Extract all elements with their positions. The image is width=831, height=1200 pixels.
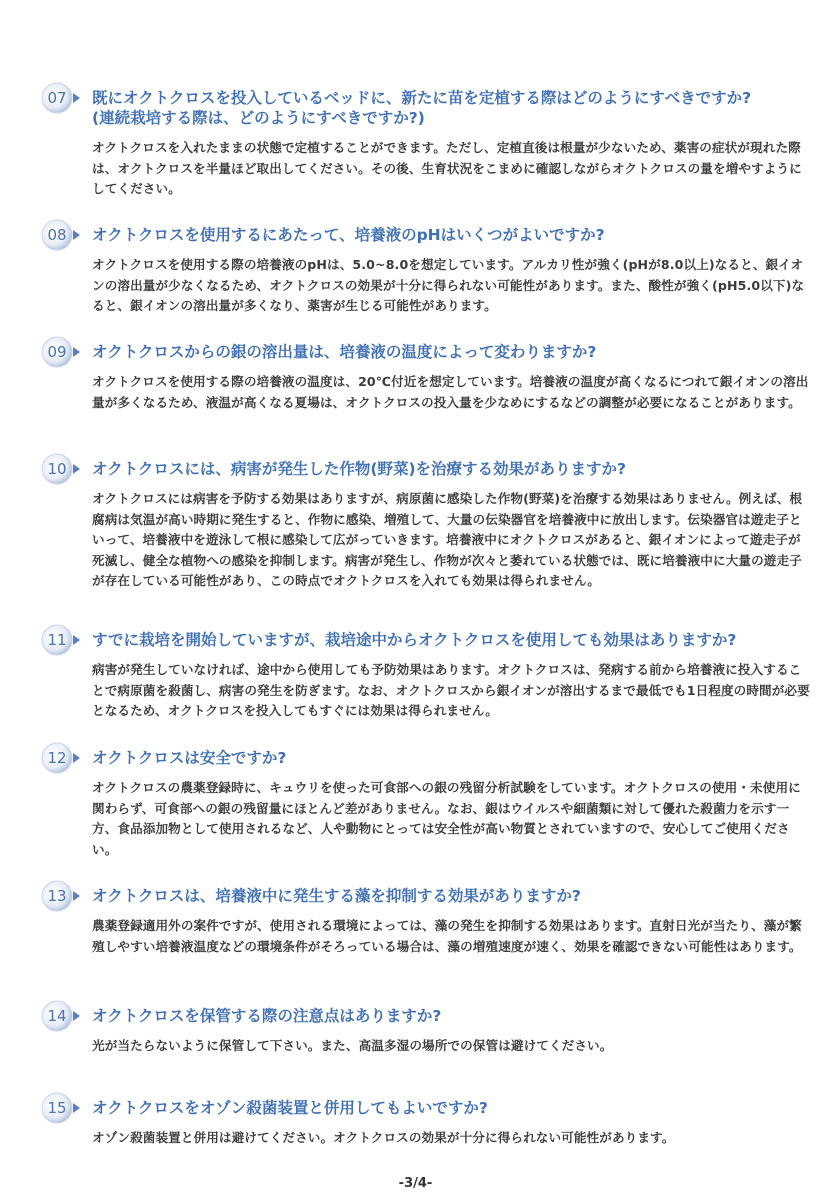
number-badge — [40, 219, 84, 251]
faq-question: オクトクロスには、病害が発生した作物(野菜)を治療する効果がありますか? — [92, 460, 627, 478]
faq-question: オクトクロスは、培養液中に発生する藻を抑制する効果がありますか? — [92, 887, 581, 905]
faq-answer: オゾン殺菌装置と併用は避けてください。オクトクロスの効果が十分に得られない可能性があります。 — [92, 1130, 675, 1145]
faq-item-11 — [40, 624, 820, 722]
faq-answer: オクトクロスを使用する際の培養液のpHは、5.0~8.0を想定しています。アルカリ性が強く(pHが8.0以上)なると、銀イオンの溶出量が少なくなるため、オクトクロスの効果が十分に得られない可能性があります。また、酸性が強く(pH5.0以下)なると、銀イオンの溶出量が多くなり、薬害が生じる可能性があります。 — [92, 257, 805, 313]
number-badge — [40, 880, 84, 912]
faq-item-10 — [40, 453, 820, 592]
faq-number: 08 — [47, 226, 67, 244]
faq-answer: 光が当たらないように保管して下さい。また、高温多湿の場所での保管は避けてください。 — [92, 1038, 613, 1053]
faq-item-09 — [40, 336, 820, 413]
faq-item-08 — [40, 219, 820, 317]
faq-item-13 — [40, 880, 820, 957]
number-badge — [40, 624, 84, 656]
faq-question: オクトクロスは安全ですか? — [92, 749, 287, 767]
faq-number: 07 — [47, 89, 67, 107]
faq-answer: オクトクロスの農薬登録時に、キュウリを使った可食部への銀の残留分析試験をしています。オクトクロスの使用・未使用に関わらず、可食部への銀の残留量にほとんど差がありません。なお、銀はウイルスや細菌類に対して優れた殺菌力を示す一方、食品添加物として使用されるなど、人や動物にとっては安全性が高い物質とされていますので、安心してご使用ください。 — [92, 780, 801, 857]
faq-number: 15 — [47, 1099, 67, 1117]
faq-answer: 農薬登録適用外の案件ですが、使用される環境によっては、藻の発生を抑制する効果はあります。直射日光が当たり、藻が繁殖しやすい培養液温度などの環境条件がそろっている場合は、藻の増殖速度が速く、効果を確認できない可能性はあります。 — [92, 918, 802, 954]
faq-answer: オクトクロスには病害を予防する効果はありますが、病原菌に感染した作物(野菜)を治療する効果はありません。例えば、根腐病は気温が高い時期に発生すると、作物に感染、増殖して、大量の伝染器官を培養液中に放出します。伝染器官は遊走子といって、培養液中を遊泳して根に感染して広がっていきます。培養液中にオクトクロスがあると、銀イオンによって遊走子が死滅し、健全な植物への感染を抑制します。病害が発生し、作物が次々と萎れている状態では、既に培養液中に大量の遊走子が存在している可能性があり、この時点でオクトクロスを入れても効果は得られません。 — [92, 491, 803, 588]
faq-question: オクトクロスからの銀の溶出量は、培養液の温度によって変わりますか? — [92, 343, 597, 361]
number-badge — [40, 453, 84, 485]
number-badge — [40, 82, 84, 114]
faq-number: 11 — [47, 631, 67, 649]
faq-number: 12 — [47, 749, 67, 767]
faq-answer: オクトクロスを使用する際の培養液の温度は、20℃付近を想定しています。培養液の温度が高くなるにつれて銀イオンの溶出量が多くなるため、液温が高くなる夏場は、オクトクロスの投入量を少なめにするなどの調整が必要になることがあります。 — [92, 374, 809, 410]
question-text: 既にオクトクロスを投入しているベッドに、新たに苗を定植する際はどのようにすべきですか? — [92, 89, 752, 107]
faq-item-12 — [40, 742, 820, 860]
faq-number: 14 — [47, 1007, 67, 1025]
question-subtext: (連続栽培する際は、どのようにすべきですか?) — [92, 109, 425, 127]
number-badge — [40, 1092, 84, 1124]
number-badge — [40, 742, 84, 774]
faq-answer: オクトクロスを入れたままの状態で定植することができます。ただし、定植直後は根量が少ないため、薬害の症状が現れた際は、オクトクロスを半量ほど取出してください。その後、生育状況をこまめに確認しながらオクトクロスの量を増やすようにしてください。 — [92, 140, 802, 196]
faq-question: すでに栽培を開始していますが、栽培途中からオクトクロスを使用しても効果はありますか? — [92, 631, 737, 649]
faq-item-15 — [40, 1092, 820, 1149]
faq-item-07 — [40, 82, 820, 200]
faq-number: 09 — [47, 343, 67, 361]
number-badge — [40, 1000, 84, 1032]
number-badge — [40, 336, 84, 368]
faq-number: 13 — [47, 887, 67, 905]
faq-question: オクトクロスをオゾン殺菌装置と併用してもよいですか? — [92, 1099, 488, 1117]
faq-question: オクトクロスを使用するにあたって、培養液のpHはいくつがよいですか? — [92, 226, 605, 244]
faq-number: 10 — [47, 460, 67, 478]
faq-answer: 病害が発生していなければ、途中から使用しても予防効果はあります。オクトクロスは、発病する前から培養液に投入することで病原菌を殺菌し、病害の発生を防ぎます。なお、オクトクロスから銀イオンが溶出するまで最低でも1日程度の時間が必要となるため、オクトクロスを投入してもすぐには効果は得られません。 — [92, 662, 810, 718]
faq-question — [92, 82, 820, 128]
page-number: -3/4- — [398, 1176, 433, 1191]
faq-item-14 — [40, 1000, 820, 1057]
faq-question: オクトクロスを保管する際の注意点はありますか? — [92, 1007, 442, 1025]
